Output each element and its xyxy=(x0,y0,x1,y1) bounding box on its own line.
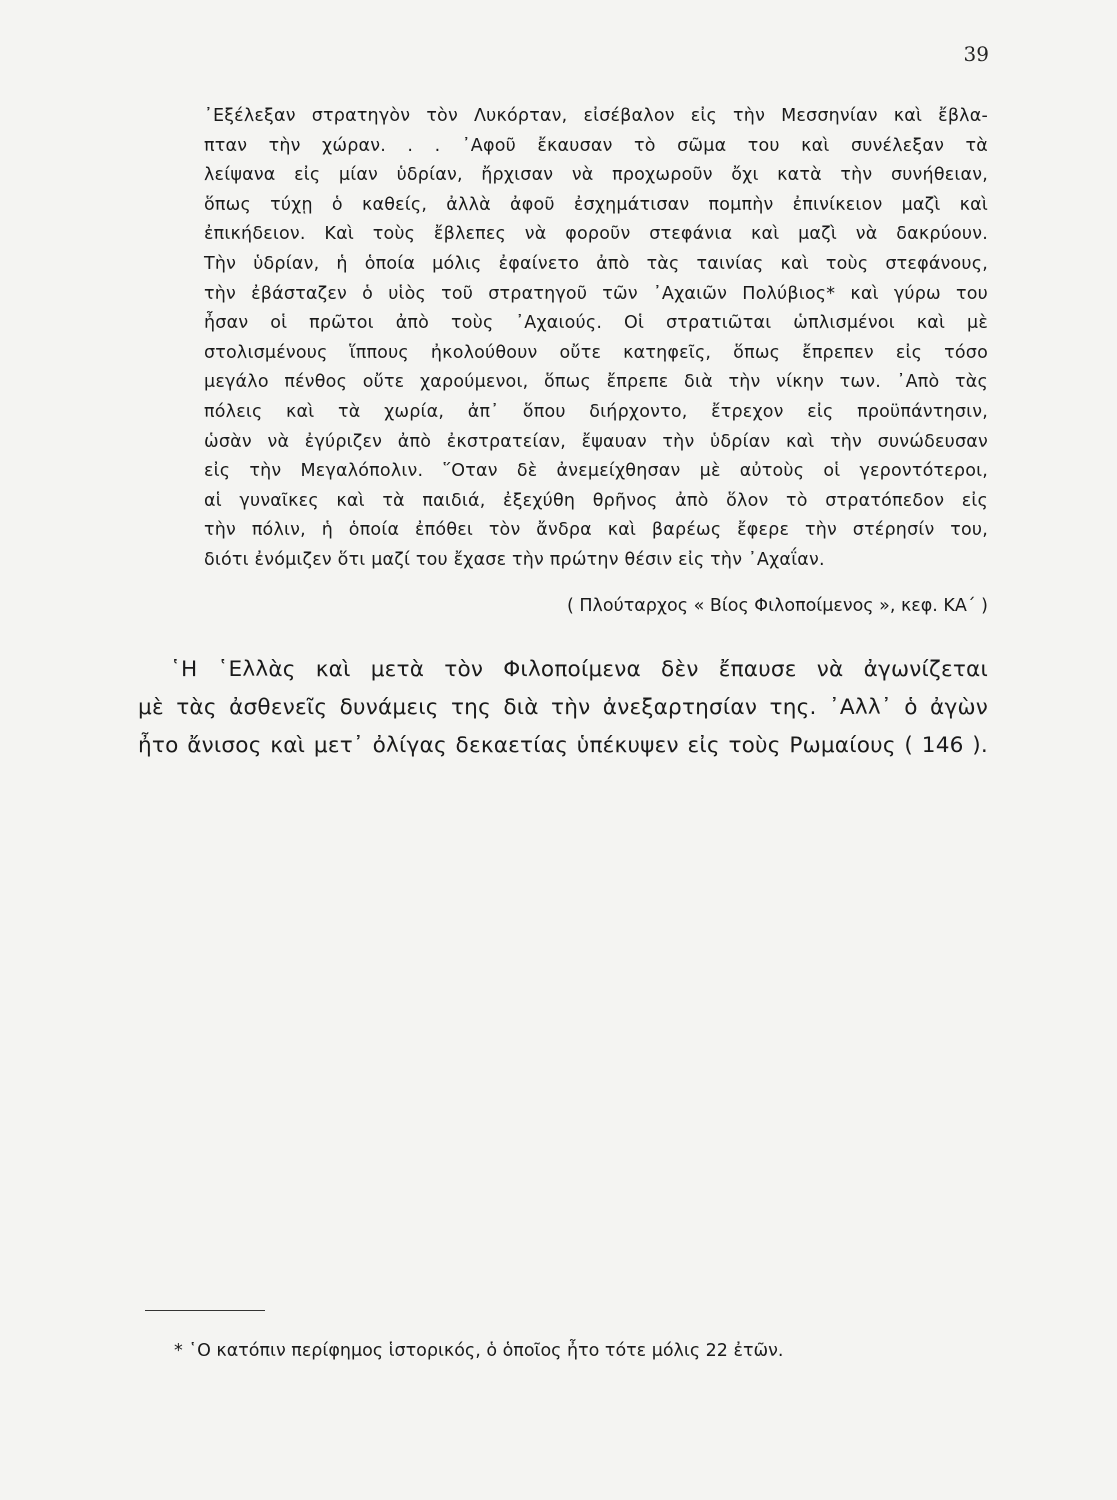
quote-line: λείψανα εἰς μίαν ὑδρίαν, ἤρχισαν νὰ προχωροῦν ὄχι κατὰ τὴν συνήθειαν, xyxy=(204,165,988,186)
quote-citation: ( Πλούταρχος « Βίος Φιλοποίμενος », κεφ. ΚΑ΄ ) xyxy=(567,596,988,616)
page-number: 39 xyxy=(963,42,989,66)
quote-line: πόλεις καὶ τὰ χωρία, ἀπ᾿ ὅπου διήρχοντο, ἔτρεχον εἰς προϋπάντησιν, xyxy=(204,401,988,422)
quote-line: τὴν ἐβάσταζεν ὁ υἱὸς τοῦ στρατηγοῦ τῶν ᾿Αχαιῶν Πολύβιος* καὶ γύρω του xyxy=(204,283,988,304)
quote-line: αἱ γυναῖκες καὶ τὰ παιδιά, ἐξεχύθη θρῆνος ἀπὸ ὅλον τὸ στρατόπεδον εἰς xyxy=(204,490,988,511)
summary-line: μὲ τὰς ἀσθενεῖς δυνάμεις της διὰ τὴν ἀνεξαρτησίαν της. ᾿Αλλ᾿ ὁ ἀγὼν xyxy=(138,695,988,720)
quote-line: εἰς τὴν Μεγαλόπολιν. ῞Οταν δὲ ἀνεμείχθησαν μὲ αὐτοὺς οἱ γεροντότεροι, xyxy=(204,461,988,482)
summary-paragraph xyxy=(138,651,988,765)
quote-line: στολισμένους ἵππους ἠκολούθουν οὔτε κατηφεῖς, ὅπως ἔπρεπεν εἰς τόσο xyxy=(204,342,988,363)
quote-line: ὡσὰν νὰ ἐγύριζεν ἀπὸ ἐκστρατείαν, ἔψαυαν τὴν ὑδρίαν καὶ τὴν συνώδευσαν xyxy=(204,431,988,452)
footnote: * ῾Ο κατόπιν περίφημος ἱστορικός, ὁ ὁποῖος ἦτο τότε μόλις 22 ἐτῶν. xyxy=(174,1341,784,1361)
summary-line: ἦτο ἄνισος καὶ μετ᾿ ὀλίγας δεκαετίας ὑπέκυψεν εἰς τοὺς Ρωμαίους ( 146 ). xyxy=(138,733,988,758)
quote-line: ᾿Εξέλεξαν στρατηγὸν τὸν Λυκόρταν, εἰσέβαλον εἰς τὴν Μεσσηνίαν καὶ ἔβλα- xyxy=(204,106,988,126)
quote-line: Τὴν ὑδρίαν, ἡ ὁποία μόλις ἐφαίνετο ἀπὸ τὰς ταινίας καὶ τοὺς στεφάνους, xyxy=(204,253,988,274)
quote-line: μεγάλο πένθος οὔτε χαρούμενοι, ὅπως ἔπρεπε διὰ τὴν νίκην των. ᾿Απὸ τὰς xyxy=(204,372,988,393)
summary-line: ῾Η ῾Ελλὰς καὶ μετὰ τὸν Φιλοποίμενα δὲν ἔπαυσε νὰ ἀγωνίζεται xyxy=(170,657,988,682)
quote-line: ἐπικήδειον. Καὶ τοὺς ἔβλεπες νὰ φοροῦν στεφάνια καὶ μαζὶ νὰ δακρύουν. xyxy=(204,224,988,245)
quote-line: τὴν πόλιν, ἡ ὁποία ἐπόθει τὸν ἄνδρα καὶ βαρέως ἔφερε τὴν στέρησίν του, xyxy=(204,520,988,541)
quote-line: πταν τὴν χώραν. . . ᾿Αφοῦ ἔκαυσαν τὸ σῶμα του καὶ συνέλεξαν τὰ xyxy=(204,135,988,156)
footnote-divider xyxy=(145,1310,265,1311)
quote-line: ἦσαν οἱ πρῶτοι ἀπὸ τοὺς ᾿Αχαιούς. Οἱ στρατιῶται ὡπλισμένοι καὶ μὲ xyxy=(204,313,988,334)
quote-line: διότι ἐνόμιζεν ὅτι μαζί του ἔχασε τὴν πρώτην θέσιν εἰς τὴν ᾿Αχαΐαν. xyxy=(204,549,825,570)
quoted-passage xyxy=(204,102,988,576)
quote-line: ὅπως τύχῃ ὁ καθείς, ἀλλὰ ἀφοῦ ἐσχημάτισαν πομπὴν ἐπινίκειον μαζὶ καὶ xyxy=(204,194,988,215)
